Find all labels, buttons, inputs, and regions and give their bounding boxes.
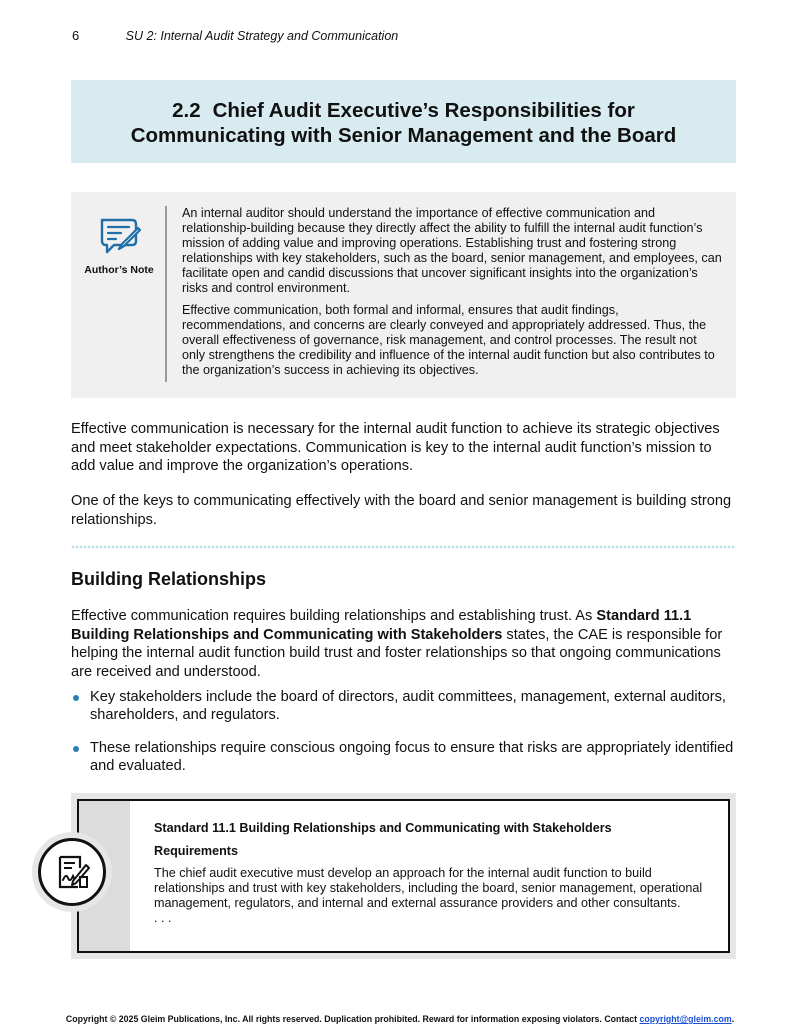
standard-title: Standard 11.1 Building Relationships and Communicating with Stakeholders bbox=[154, 821, 612, 835]
standard-ellipsis: . . . bbox=[154, 911, 172, 925]
section-title-line-2: Communicating with Senior Management and the Board bbox=[130, 124, 677, 147]
author-note-paragraph-2: Effective communication, both formal and informal, ensures that audit findings, recommendations, and concerns are clearly conveyed and appropriately addressed. Thus, the overall effectiveness of governance, risk management, and control processes. The result not only strengthens the credibility and influence of the internal audit function but also contributes to the organization’s success in achieving its objectives. bbox=[182, 303, 715, 377]
standard-text: The chief audit executive must develop an approach for the internal audit function to build relationships and trust with key stakeholders, including the board, senior management, operational management, regulators, and internal and external assurance providers and other consultants. bbox=[154, 866, 703, 910]
author-note-divider bbox=[165, 206, 167, 382]
section-title-line-1: 2.2 Chief Audit Executive’s Responsibilities for bbox=[172, 99, 635, 122]
author-note-box bbox=[71, 192, 736, 398]
intro-paragraph-1: Effective communication is necessary for the internal audit function to achieve its strategic objectives and meet stakeholder expectations. Communication is key to the internal audit function’s mission to add value and improve the organization’s operations. bbox=[71, 421, 720, 474]
list-item: Key stakeholders include the board of directors, audit committees, management, external auditors, shareholders, and regulators. bbox=[71, 688, 736, 724]
intro-paragraph-2: One of the keys to communicating effectively with the board and senior management is building strong relationships. bbox=[71, 493, 732, 528]
section-banner bbox=[71, 80, 736, 163]
page-header bbox=[72, 28, 398, 43]
standard-callout-inner bbox=[77, 799, 730, 953]
stakeholder-bullet-list bbox=[71, 688, 736, 790]
document-signature-icon bbox=[53, 853, 91, 891]
author-note-label: Author’s Note bbox=[84, 264, 154, 276]
standard-reference: Standard 11.1 Building Relationships and Communicating with Stakeholders bbox=[71, 608, 692, 643]
page-number: 6 bbox=[72, 28, 80, 43]
copyright-email-link[interactable]: copyright@gleim.com bbox=[639, 1014, 732, 1024]
standard-callout-content bbox=[154, 821, 719, 926]
chat-pen-icon bbox=[96, 214, 142, 260]
standard-icon-badge bbox=[38, 838, 106, 906]
running-section-title: SU 2: Internal Audit Strategy and Communication bbox=[125, 29, 399, 43]
building-relationships-heading: Building Relationships bbox=[71, 569, 267, 589]
bullet-icon bbox=[73, 695, 79, 701]
author-note-paragraph-1: An internal auditor should understand the importance of effective communication and relationship-building because they directly affect the ability to fulfill the internal audit function’s mission of adding value and improving operations. Establishing trust and fostering strong relationships with key stakeholders, such as the board, senior management, and employees, can facilitate open and candid discussions that uncover significant insights into the organization’s risks and control environment. bbox=[182, 206, 722, 295]
section-number: 2.2 bbox=[172, 99, 201, 122]
list-item: These relationships require conscious ongoing focus to ensure that risks are appropriately identified and evaluated. bbox=[71, 739, 736, 775]
author-note-text bbox=[182, 206, 722, 385]
building-relationships-paragraph: Effective communication requires building relationships and establishing trust. As Standard 11.1 Building Relationships and Communicating with Stakeholders states, the CAE is responsible for helping the internal audit function build trust and foster relationships so that ongoing communications are received and understood. bbox=[71, 608, 723, 680]
standard-callout-box bbox=[71, 793, 736, 959]
standard-subtitle: Requirements bbox=[154, 844, 238, 858]
copyright-footer: Copyright © 2025 Gleim Publications, Inc. All rights reserved. Duplication prohibited. Reward for information exposing violators. Contact copyright@gleim.com. bbox=[65, 1014, 735, 1024]
bullet-icon bbox=[73, 746, 79, 752]
dotted-divider bbox=[71, 545, 736, 549]
author-note-badge bbox=[79, 214, 159, 276]
